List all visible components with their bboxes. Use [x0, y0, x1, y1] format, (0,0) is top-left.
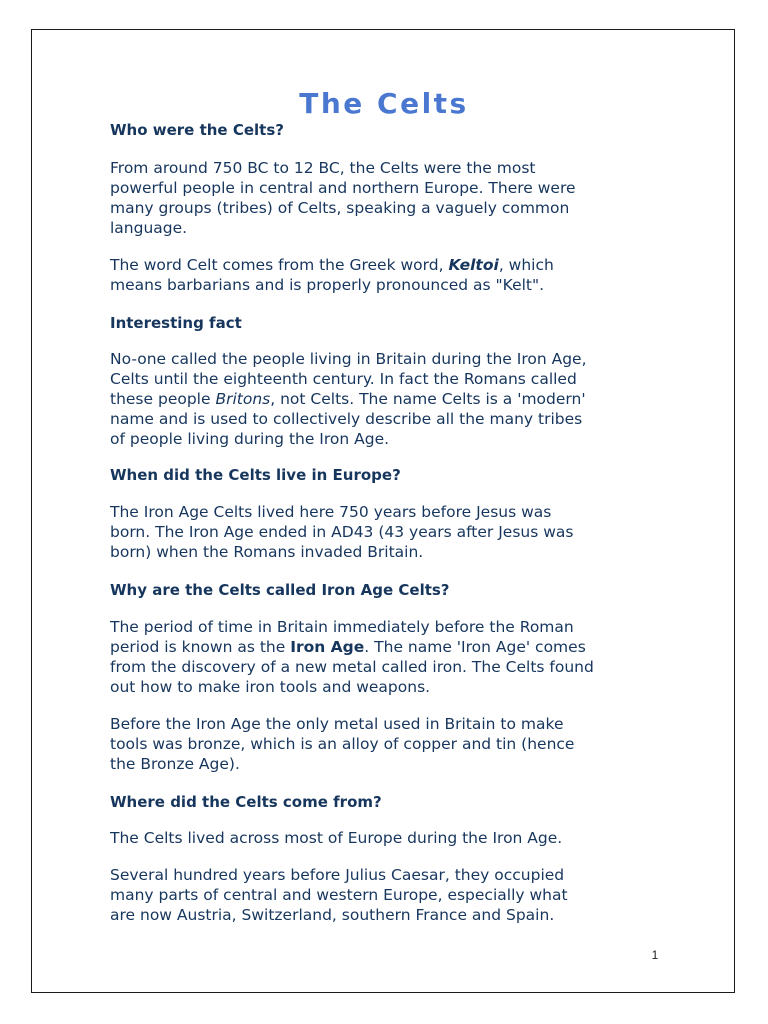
text-line: name and is used to collectively describe all the many tribes: [110, 410, 583, 428]
paragraph-interesting-fact: [110, 349, 670, 449]
text-line: born) when the Romans invaded Britain.: [110, 543, 424, 561]
text-line: period is known as the Iron Age. The name 'Iron Age' comes: [110, 638, 586, 656]
paragraph-bronze-age: [110, 714, 670, 774]
paragraph-julius-caesar: [110, 865, 670, 925]
text-line: Before the Iron Age the only metal used in Britain to make: [110, 715, 564, 733]
text-line: many groups (tribes) of Celts, speaking a vaguely common: [110, 199, 570, 217]
text-line: The word Celt comes from the Greek word, Keltoi, which: [110, 256, 554, 274]
paragraph-across-europe: [110, 828, 670, 848]
paragraph-iron-age-period: [110, 617, 670, 697]
text-line: tools was bronze, which is an alloy of copper and tin (hence: [110, 735, 575, 753]
iron-age-term: Iron Age: [290, 638, 365, 656]
text-line: From around 750 BC to 12 BC, the Celts were the most: [110, 159, 536, 177]
text-line: Celts until the eighteenth century. In fact the Romans called: [110, 370, 577, 388]
text-line: from the discovery of a new metal called iron. The Celts found: [110, 658, 594, 676]
text-line: are now Austria, Switzerland, southern France and Spain.: [110, 906, 555, 924]
text-line: The Iron Age Celts lived here 750 years before Jesus was: [110, 503, 552, 521]
keltoi-term: Keltoi: [448, 256, 499, 274]
text-line: language.: [110, 219, 188, 237]
text-line: out how to make iron tools and weapons.: [110, 678, 431, 696]
paragraph-iron-age-dates: [110, 502, 670, 562]
britons-term: Britons: [215, 390, 271, 408]
heading-interesting-fact: Interesting fact: [110, 314, 242, 332]
document-title: The Celts: [299, 87, 469, 120]
heading-who-were-the-celts: Who were the Celts?: [110, 121, 284, 139]
text-line: No-one called the people living in Britain during the Iron Age,: [110, 350, 587, 368]
page-number: 1: [651, 948, 659, 962]
text-line: the Bronze Age).: [110, 755, 240, 773]
heading-why-iron-age-celts: Why are the Celts called Iron Age Celts?: [110, 581, 450, 599]
paragraph-celts-intro: [110, 158, 670, 238]
text-line: powerful people in central and northern Europe. There were: [110, 179, 576, 197]
text-line: The period of time in Britain immediately before the Roman: [110, 618, 574, 636]
heading-when-did-celts-live: When did the Celts live in Europe?: [110, 466, 401, 484]
text-line: born. The Iron Age ended in AD43 (43 years after Jesus was: [110, 523, 574, 541]
text-line: means barbarians and is properly pronounced as "Kelt".: [110, 276, 545, 294]
text-line: Several hundred years before Julius Caesar, they occupied: [110, 866, 565, 884]
text-line: many parts of central and western Europe, especially what: [110, 886, 568, 904]
text-line: these people Britons, not Celts. The name Celts is a 'modern': [110, 390, 586, 408]
text-line: of people living during the Iron Age.: [110, 430, 390, 448]
heading-where-did-celts-come-from: Where did the Celts come from?: [110, 793, 382, 811]
paragraph-word-origin: [110, 255, 670, 295]
text-line: The Celts lived across most of Europe during the Iron Age.: [110, 829, 563, 847]
